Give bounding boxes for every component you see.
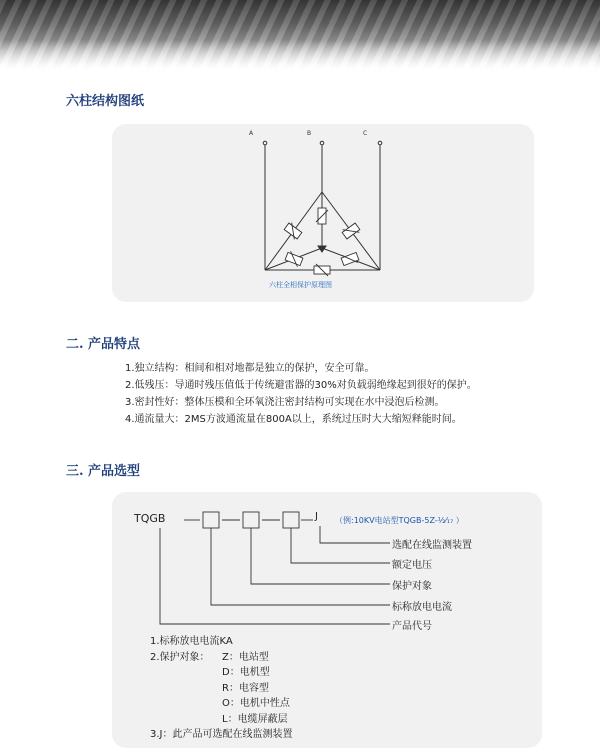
feature-item: 1.独立结构：相间和相对地都是独立的保护，安全可靠。 bbox=[125, 363, 375, 374]
section1-title: 六柱结构图纸 bbox=[66, 94, 145, 109]
callout-line-product bbox=[160, 528, 390, 624]
callout-line-voltage bbox=[291, 528, 390, 563]
callout-line-object bbox=[251, 528, 390, 584]
label-b: B bbox=[307, 130, 312, 137]
feature-item: 4.通流量大：2MS方波通流量在800A以上，系统过压时大大缩短释能时间。 bbox=[125, 414, 462, 425]
callout-current: 标称放电电流 bbox=[392, 602, 452, 613]
note-opt-d: D：电机型 bbox=[222, 667, 270, 678]
feature-item: 3.密封性好：整体压模和全环氧浇注密封结构可实现在水中浸泡后检测。 bbox=[125, 397, 445, 408]
model-example: （例:10KV电站型TQGB-5Z-½⁄₁₇ ） bbox=[335, 516, 464, 525]
section3-title: 三. 产品选型 bbox=[66, 464, 141, 479]
label-c: C bbox=[363, 130, 368, 137]
voltage-code-box bbox=[283, 512, 299, 528]
callout-monitor: 选配在线监测装置 bbox=[392, 540, 472, 551]
feature-item: 2.低残压：导通时残压值低于传统避雷器的30%对负载弱绝缘起到很好的保护。 bbox=[125, 380, 477, 391]
object-code-box bbox=[243, 512, 259, 528]
section2-title: 二. 产品特点 bbox=[66, 337, 141, 352]
current-code-box bbox=[203, 512, 219, 528]
selection-notes bbox=[150, 634, 293, 743]
label-a: A bbox=[249, 130, 254, 137]
callout-line-monitor bbox=[320, 526, 390, 543]
note-3: 3.J：此产品可选配在线监测装置 bbox=[150, 729, 293, 740]
note-opt-o: O：电机中性点 bbox=[222, 698, 290, 709]
diagram-caption: 六柱全相保护原理图 bbox=[269, 281, 332, 289]
callout-product: 产品代号 bbox=[392, 621, 432, 632]
note-1: 1.标称放电电流KA bbox=[150, 636, 233, 647]
note-opt-r: R：电容型 bbox=[222, 682, 269, 694]
note-2: 2.保护对象： bbox=[150, 651, 210, 663]
callout-voltage: 额定电压 bbox=[392, 560, 432, 571]
note-opt-l: L：电缆屏蔽层 bbox=[222, 713, 288, 725]
callout-object: 保护对象 bbox=[392, 581, 432, 592]
model-suffix: J bbox=[315, 511, 318, 522]
model-prefix: TQGB bbox=[134, 512, 166, 525]
note-opt-z: Z：电站型 bbox=[222, 651, 269, 663]
callout-line-current bbox=[211, 528, 390, 605]
